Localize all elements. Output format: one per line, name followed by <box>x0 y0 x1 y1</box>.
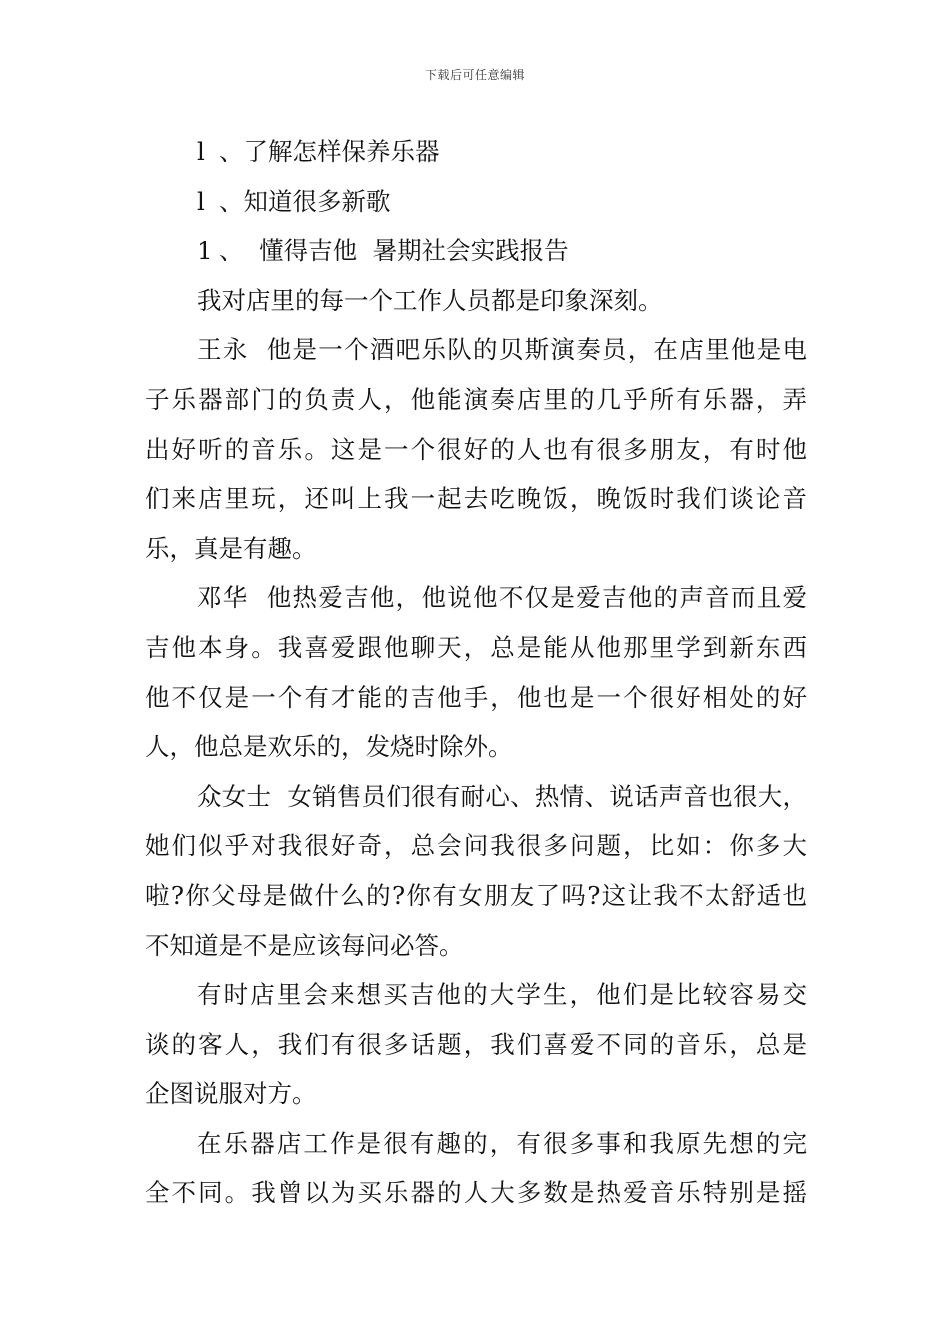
paragraph-line: 在乐器店工作是很有趣的，有很多事和我原先想的完 <box>197 1128 807 1158</box>
paragraph-line: 乐，真是有趣。 <box>145 533 317 563</box>
paragraph-line: 企图说服对方。 <box>145 1079 317 1109</box>
list-number: 1 <box>197 236 213 266</box>
paragraph-line: 人，他总是欢乐的，发烧时除外。 <box>145 732 513 762</box>
list-number: l <box>197 137 205 166</box>
paragraph-line: 他不仅是一个有才能的吉他手，他也是一个很好相处的好 <box>145 682 807 712</box>
paragraph-line: 吉他本身。我喜爱跟他聊天，总是能从他那里学到新东西 <box>145 632 807 662</box>
paragraph-line: 们来店里玩，还叫上我一起去吃晚饭，晚饭时我们谈论音 <box>145 484 807 514</box>
paragraph-line: 王永 他是一个酒吧乐队的贝斯演奏员，在店里他是电 <box>197 335 807 365</box>
paragraph-line: 子乐器部门的负责人，他能演奏店里的几乎所有乐器，弄 <box>145 384 807 414</box>
paragraph-line: 全不同。我曾以为买乐器的人大多数是热爱音乐特别是摇 <box>145 1178 807 1208</box>
paragraph-line: 啦?你父母是做什么的?你有女朋友了吗?这让我不太舒适也 <box>145 880 807 910</box>
paragraph-line: 谈的客人，我们有很多话题，我们喜爱不同的音乐，总是 <box>145 1029 807 1059</box>
list-number: l <box>197 186 205 216</box>
list-item <box>145 177 807 227</box>
paragraph-line: 我对店里的每一个工作人员都是印象深刻。 <box>197 285 663 315</box>
list-text: 、知道很多新歌 <box>219 186 391 216</box>
list-text: 、 懂得吉他 暑期社会实践报告 <box>219 236 569 266</box>
list-item <box>145 226 807 276</box>
paragraph-line: 出好听的音乐。这是一个很好的人也有很多朋友，有时他 <box>145 434 807 464</box>
paragraph-line: 众女士 女销售员们很有耐心、热情、说话声音也很大， <box>197 781 807 811</box>
page-header: 下载后可任意编辑 <box>424 68 525 82</box>
paragraph-line: 邓华 他热爱吉他，他说他不仅是爱吉他的声音而且爱 <box>197 583 807 613</box>
paragraph-line: 有时店里会来想买吉他的大学生，他们是比较容易交 <box>197 980 807 1010</box>
list-text: 、了解怎样保养乐器 <box>219 137 440 166</box>
paragraph-line: 不知道是不是应该每问必答。 <box>145 930 464 960</box>
paragraph-line: 她们似乎对我很好奇，总会问我很多问题，比如：你多大 <box>145 831 807 861</box>
list-item <box>145 127 807 177</box>
document-body <box>145 127 807 1218</box>
